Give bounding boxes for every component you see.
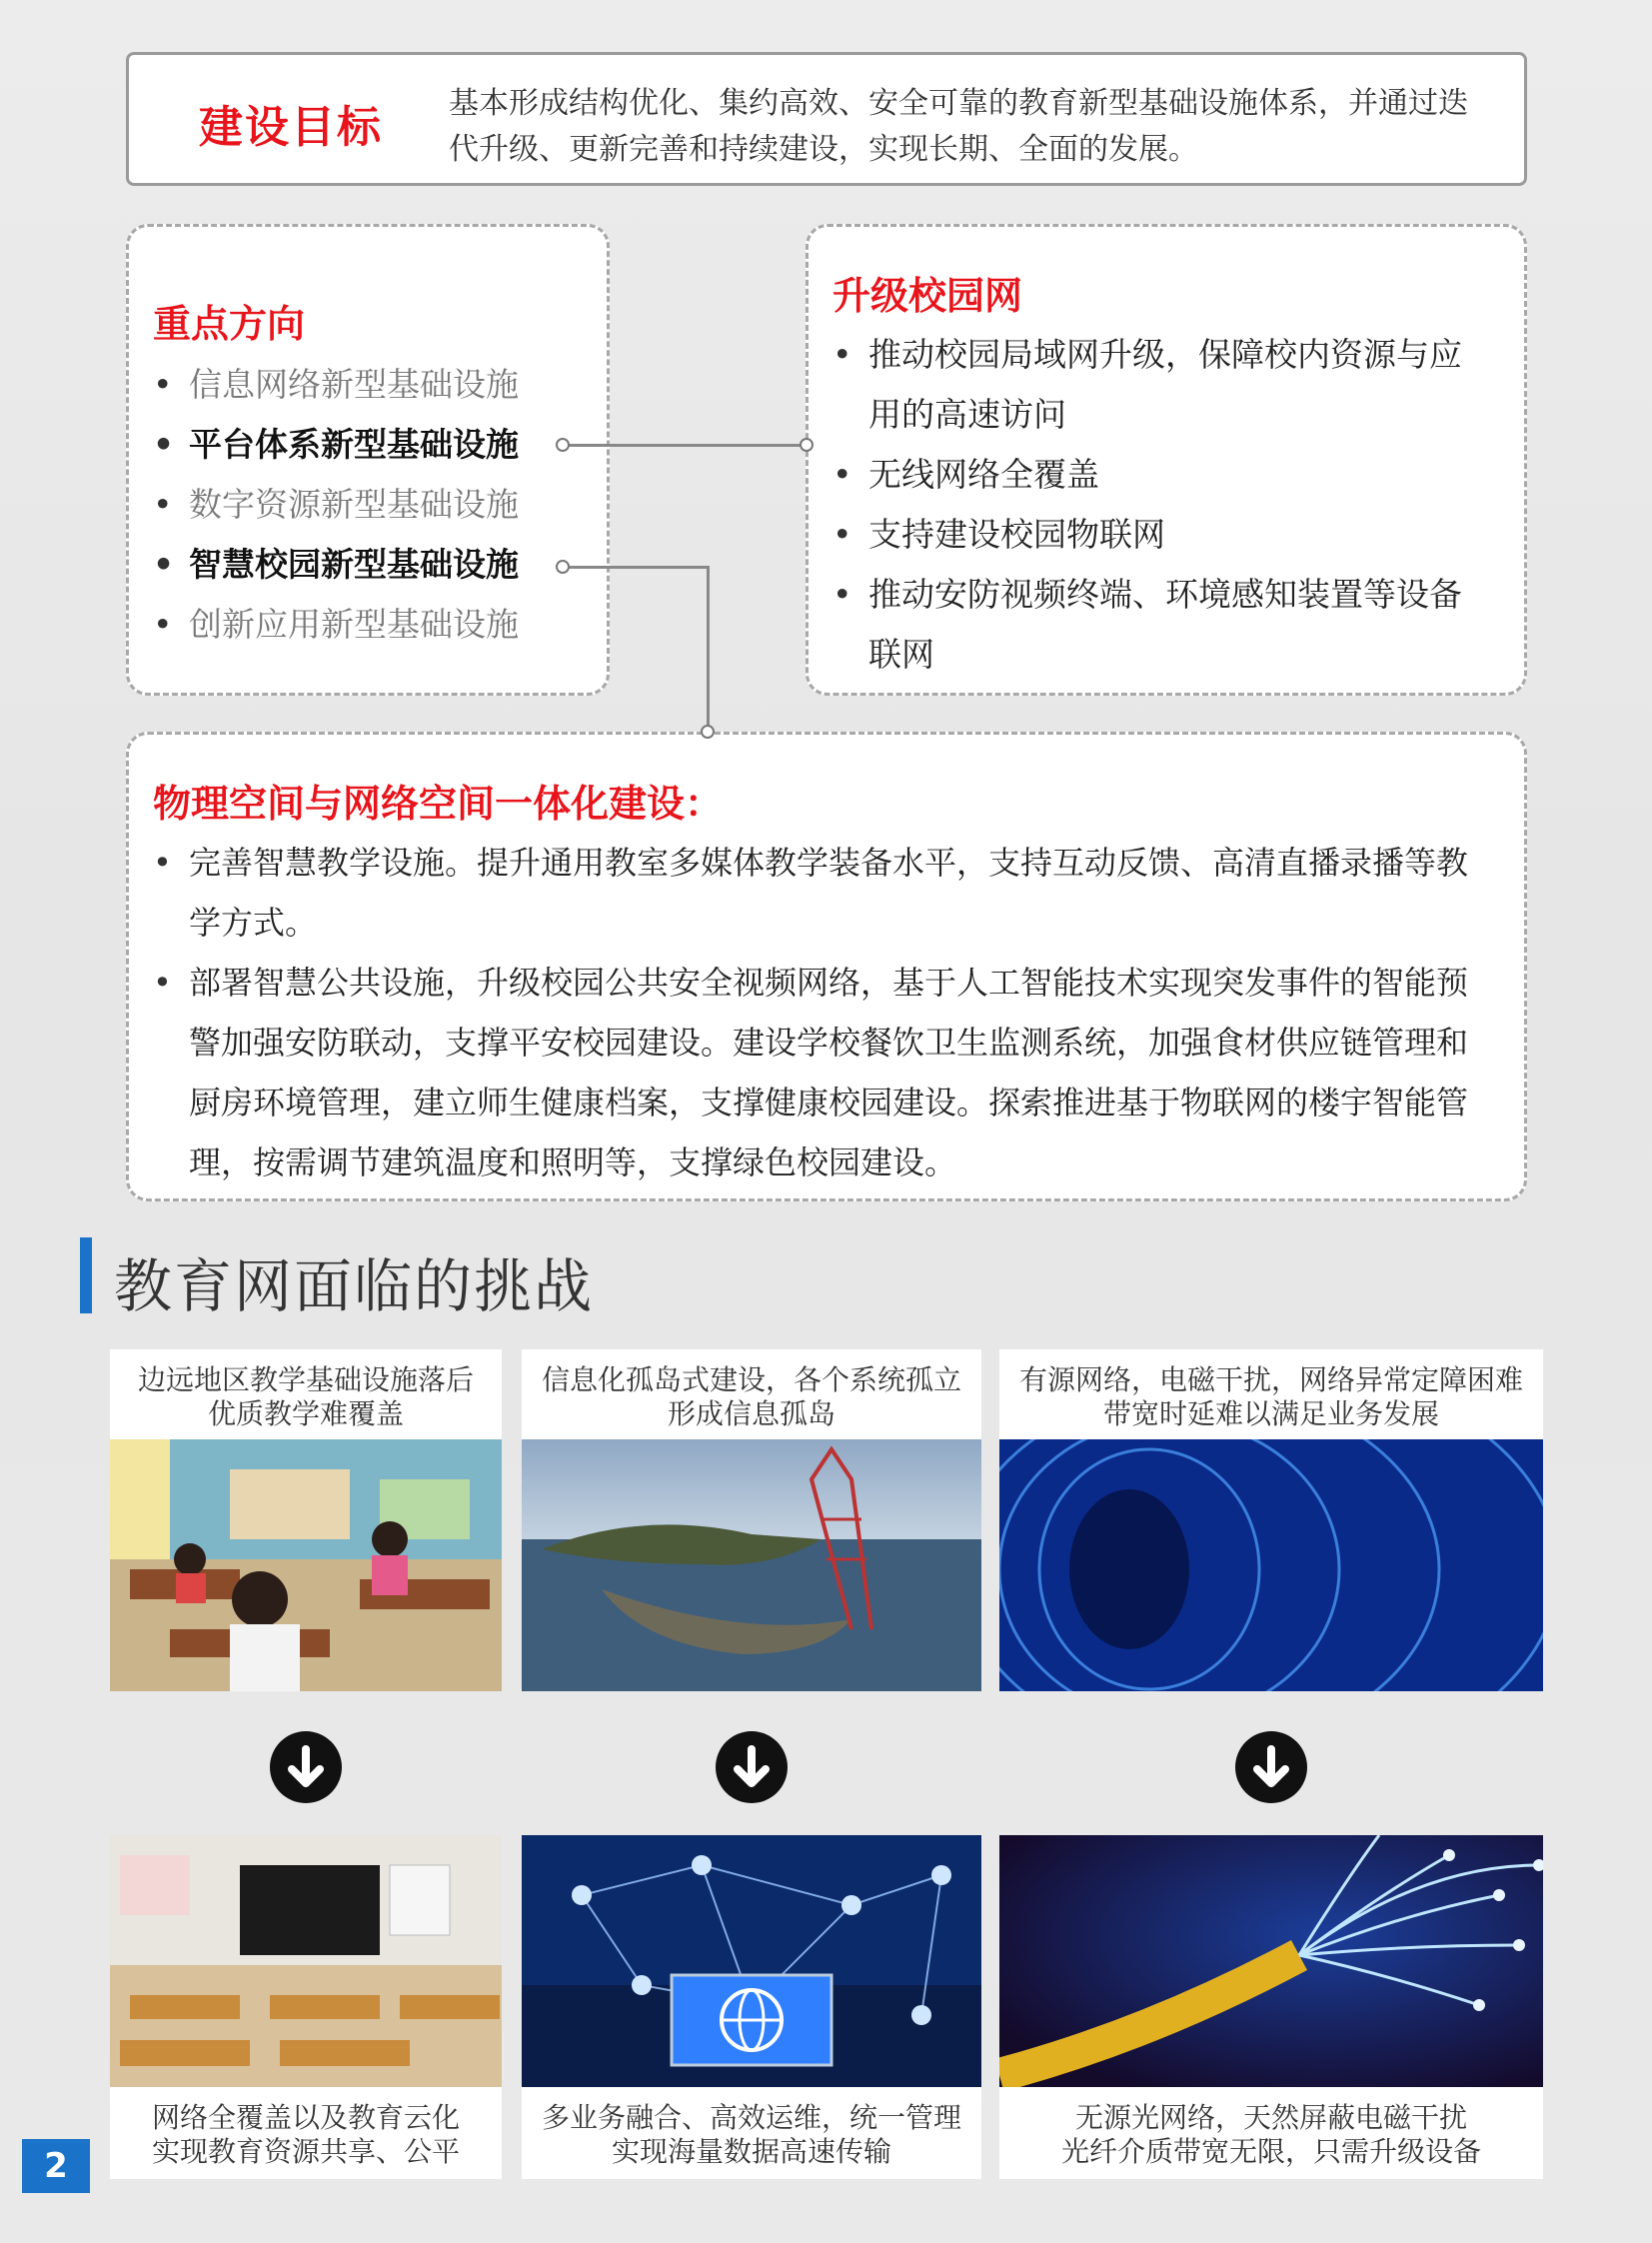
binary-tunnel-image (999, 1439, 1543, 1691)
caption-line: 实现教育资源共享、公平 (151, 2135, 460, 2168)
connector-dot (556, 438, 570, 452)
smart-classroom-photo (110, 1835, 502, 2087)
focus-title: 重点方向 (153, 302, 306, 346)
goal-title: 建设目标 (199, 102, 383, 153)
focus-box (126, 224, 610, 696)
caption-line: 有源网络，电磁干扰，网络异常定障困难 (1018, 1363, 1523, 1396)
fiber-optic-image (999, 1835, 1543, 2087)
caption-line: 信息化孤岛式建设，各个系统孤立 (541, 1363, 961, 1396)
challenge-caption-bottom (110, 2087, 502, 2179)
connector-dot (556, 560, 570, 574)
classroom-photo (110, 1439, 502, 1691)
upgrade-title: 升级校园网 (832, 274, 1023, 318)
caption-line: 无源光网络，天然屏蔽电磁干扰 (1074, 2101, 1467, 2134)
challenge-caption-bottom (999, 2087, 1543, 2179)
physical-list (153, 833, 1492, 1192)
arrow-down-icon (1235, 1731, 1307, 1803)
connector-line (707, 566, 710, 732)
physical-box (126, 732, 1527, 1201)
challenge-caption-top (999, 1349, 1543, 1439)
upgrade-item: • 无线网络全覆盖 (832, 445, 1472, 505)
caption-line: 边远地区教学基础设施落后 (137, 1363, 474, 1396)
upgrade-item: • 推动安防视频终端、环境感知装置等设备联网 (832, 565, 1472, 685)
caption-line: 实现海量数据高速传输 (611, 2135, 891, 2168)
physical-item: • 部署智慧公共设施，升级校园公共安全视频网络，基于人工智能技术实现突发事件的智能预警加强安防联动，支撑平安校园建设。建设学校餐饮卫生监测系统，加强食材供应链管理和厨房环境管理，建立师生健康档案，支撑健康校园建设。探索推进基于物联网的楼宇智能管理，按需调节建筑温度和照明等，支撑绿色校园建设。 (153, 953, 1492, 1192)
focus-item: • 数字资源新型基础设施 (153, 475, 593, 535)
section-title: 教育网面临的挑战 (114, 1252, 595, 1320)
page-number: 2 (22, 2139, 90, 2193)
caption-line: 带宽时延难以满足业务发展 (1102, 1397, 1439, 1430)
physical-item: • 完善智慧教学设施。提升通用教室多媒体教学装备水平，支持互动反馈、高清直播录播等教学方式。 (153, 833, 1492, 953)
challenge-caption-bottom (522, 2087, 981, 2179)
arrow-down-icon (270, 1731, 342, 1803)
focus-item: • 信息网络新型基础设施 (153, 355, 593, 415)
connector-line (566, 566, 710, 569)
challenge-caption-top (110, 1349, 502, 1439)
arrow-down-icon (716, 1731, 788, 1803)
challenge-caption-top (522, 1349, 981, 1439)
upgrade-box (806, 224, 1527, 696)
caption-line: 网络全覆盖以及教育云化 (151, 2101, 460, 2134)
focus-list (153, 355, 593, 655)
physical-title: 物理空间与网络空间一体化建设： (153, 782, 724, 826)
section-accent-bar (80, 1237, 92, 1313)
caption-line: 形成信息孤岛 (667, 1397, 835, 1430)
caption-line: 优质教学难覆盖 (207, 1397, 404, 1430)
goal-text: 基本形成结构优化、集约高效、安全可靠的教育新型基础设施体系，并通过迭代升级、更新完善和持续建设，实现长期、全面的发展。 (449, 86, 1468, 167)
caption-line: 多业务融合、高效运维，统一管理 (541, 2101, 961, 2134)
connector-dot (800, 438, 814, 452)
goal-box (126, 52, 1527, 186)
upgrade-item: • 推动校园局域网升级，保障校内资源与应用的高速访问 (832, 325, 1472, 445)
connector-line (566, 444, 808, 447)
focus-item: • 创新应用新型基础设施 (153, 595, 593, 655)
connector-dot (701, 725, 715, 739)
focus-item: • 平台体系新型基础设施 (153, 415, 593, 475)
caption-line: 光纤介质带宽无限，只需升级设备 (1060, 2135, 1481, 2168)
upgrade-item: • 支持建设校园物联网 (832, 505, 1472, 565)
island-photo (522, 1439, 981, 1691)
network-photo (522, 1835, 981, 2087)
focus-item: • 智慧校园新型基础设施 (153, 535, 593, 595)
upgrade-list (832, 325, 1472, 685)
